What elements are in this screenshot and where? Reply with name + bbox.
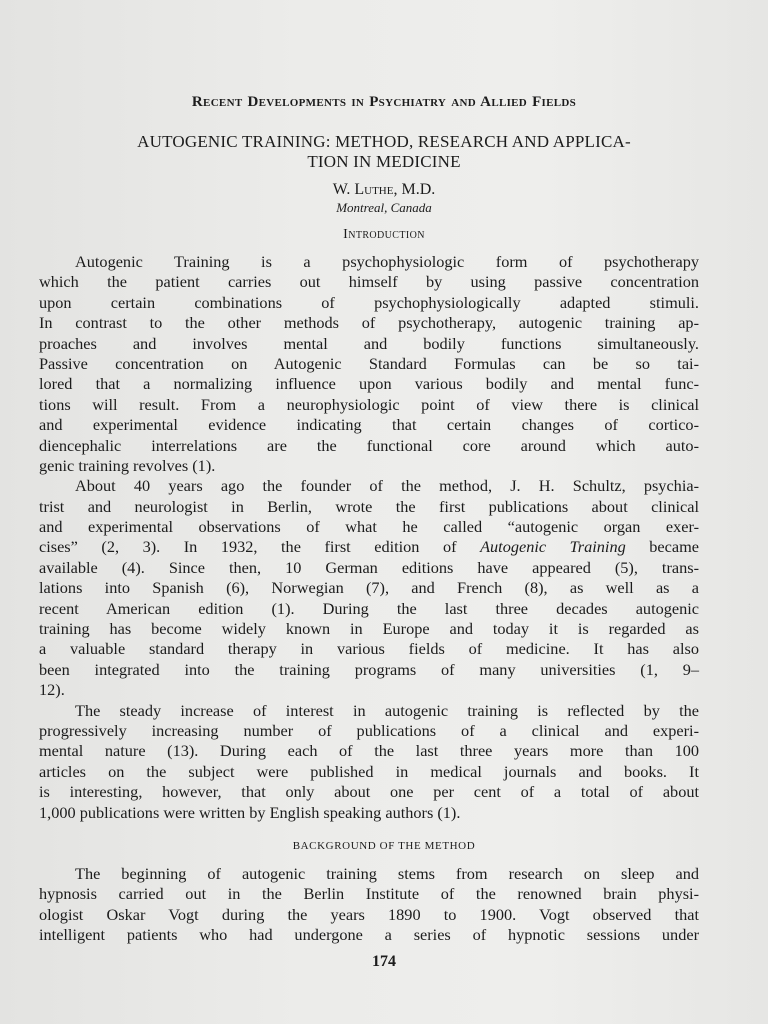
text-line: upon certain combinations of psychophysiologically adapted stimuli. <box>39 292 699 312</box>
author-name: W. Luthe, M.D. <box>332 181 436 198</box>
text-line: articles on the subject were published in medical journals and books. It <box>39 761 699 781</box>
text-line <box>39 537 699 557</box>
text-line: genic training revolves (1). <box>39 455 216 475</box>
text-line: ologist Oskar Vogt during the years 1890 to 1900. Vogt observed that <box>39 904 699 924</box>
text-line: In contrast to the other methods of psychotherapy, autogenic training ap- <box>39 313 699 333</box>
text-line: and experimental evidence indicating that certain changes of cortico- <box>39 415 699 435</box>
text-line: lored that a normalizing influence upon various bodily and mental func- <box>39 374 699 394</box>
text-line: 1,000 publications were written by English speaking authors (1). <box>39 802 461 822</box>
article-title-line-2: TION IN MEDICINE <box>307 152 461 171</box>
section-heading-background: BACKGROUND OF THE METHOD <box>292 840 476 852</box>
text-line: which the patient carries out himself by using passive concentration <box>39 272 699 292</box>
text-line: lations into Spanish (6), Norwegian (7), and French (8), as well as a <box>39 578 699 598</box>
body-text-block <box>39 252 699 823</box>
text-line: training has become widely known in Europe and today it is regarded as <box>39 619 699 639</box>
text-line: hypnosis carried out in the Berlin Institute of the renowned brain physi- <box>39 884 699 904</box>
text-line: intelligent patients who had undergone a series of hypnotic sessions under <box>39 925 699 945</box>
section-heading-introduction: Introduction <box>343 227 425 242</box>
text-line: a valuable standard therapy in various fields of medicine. It has also <box>39 639 699 659</box>
running-head: Recent Developments in Psychiatry and Allied Fields <box>191 94 577 110</box>
text-line: The beginning of autogenic training stems from research on sleep and <box>75 864 699 883</box>
text-line: About 40 years ago the founder of the method, J. H. Schultz, psychia- <box>75 476 699 496</box>
page-number: 174 <box>372 953 396 970</box>
text-line: proaches and involves mental and bodily functions simultaneously. <box>39 333 699 353</box>
text-line: recent American edition (1). During the last three decades autogenic <box>39 598 699 618</box>
text-line: tions will result. From a neurophysiologic point of view there is clinical <box>39 394 699 414</box>
text-line: been integrated into the training programs of many universities (1, 9– <box>39 659 699 679</box>
text-line: mental nature (13). During each of the last three years more than 100 <box>39 741 699 761</box>
text-line: trist and neurologist in Berlin, wrote the first publications about clinical <box>39 496 699 516</box>
text-line: The steady increase of interest in autogenic training is reflected by the <box>75 700 699 720</box>
author-affiliation: Montreal, Canada <box>336 200 432 215</box>
text-line: is interesting, however, that only about one per cent of a total of about <box>39 782 699 802</box>
text-fragment: cises” (2, 3). In 1932, the first edition of <box>39 537 481 557</box>
text-line: diencephalic interrelations are the functional core around which auto- <box>39 435 699 455</box>
text-line: progressively increasing number of publications of a clinical and experi- <box>39 720 699 740</box>
text-line: 12). <box>39 680 65 700</box>
text-line: and experimental observations of what he called “autogenic organ exer- <box>39 517 699 537</box>
text-line: Passive concentration on Autogenic Standard Formulas can be so tai- <box>39 353 699 373</box>
article-title-line-1: AUTOGENIC TRAINING: METHOD, RESEARCH AND APPLICA- <box>137 132 631 151</box>
text-line: available (4). Since then, 10 German editions have appeared (5), trans- <box>39 557 699 577</box>
body-text-block <box>39 864 699 946</box>
text-line: Autogenic Training is a psychophysiologic form of psychotherapy <box>75 252 699 271</box>
text-fragment: became <box>625 537 699 557</box>
article-title <box>0 132 768 172</box>
book-title-italic: Autogenic Training <box>480 537 626 557</box>
